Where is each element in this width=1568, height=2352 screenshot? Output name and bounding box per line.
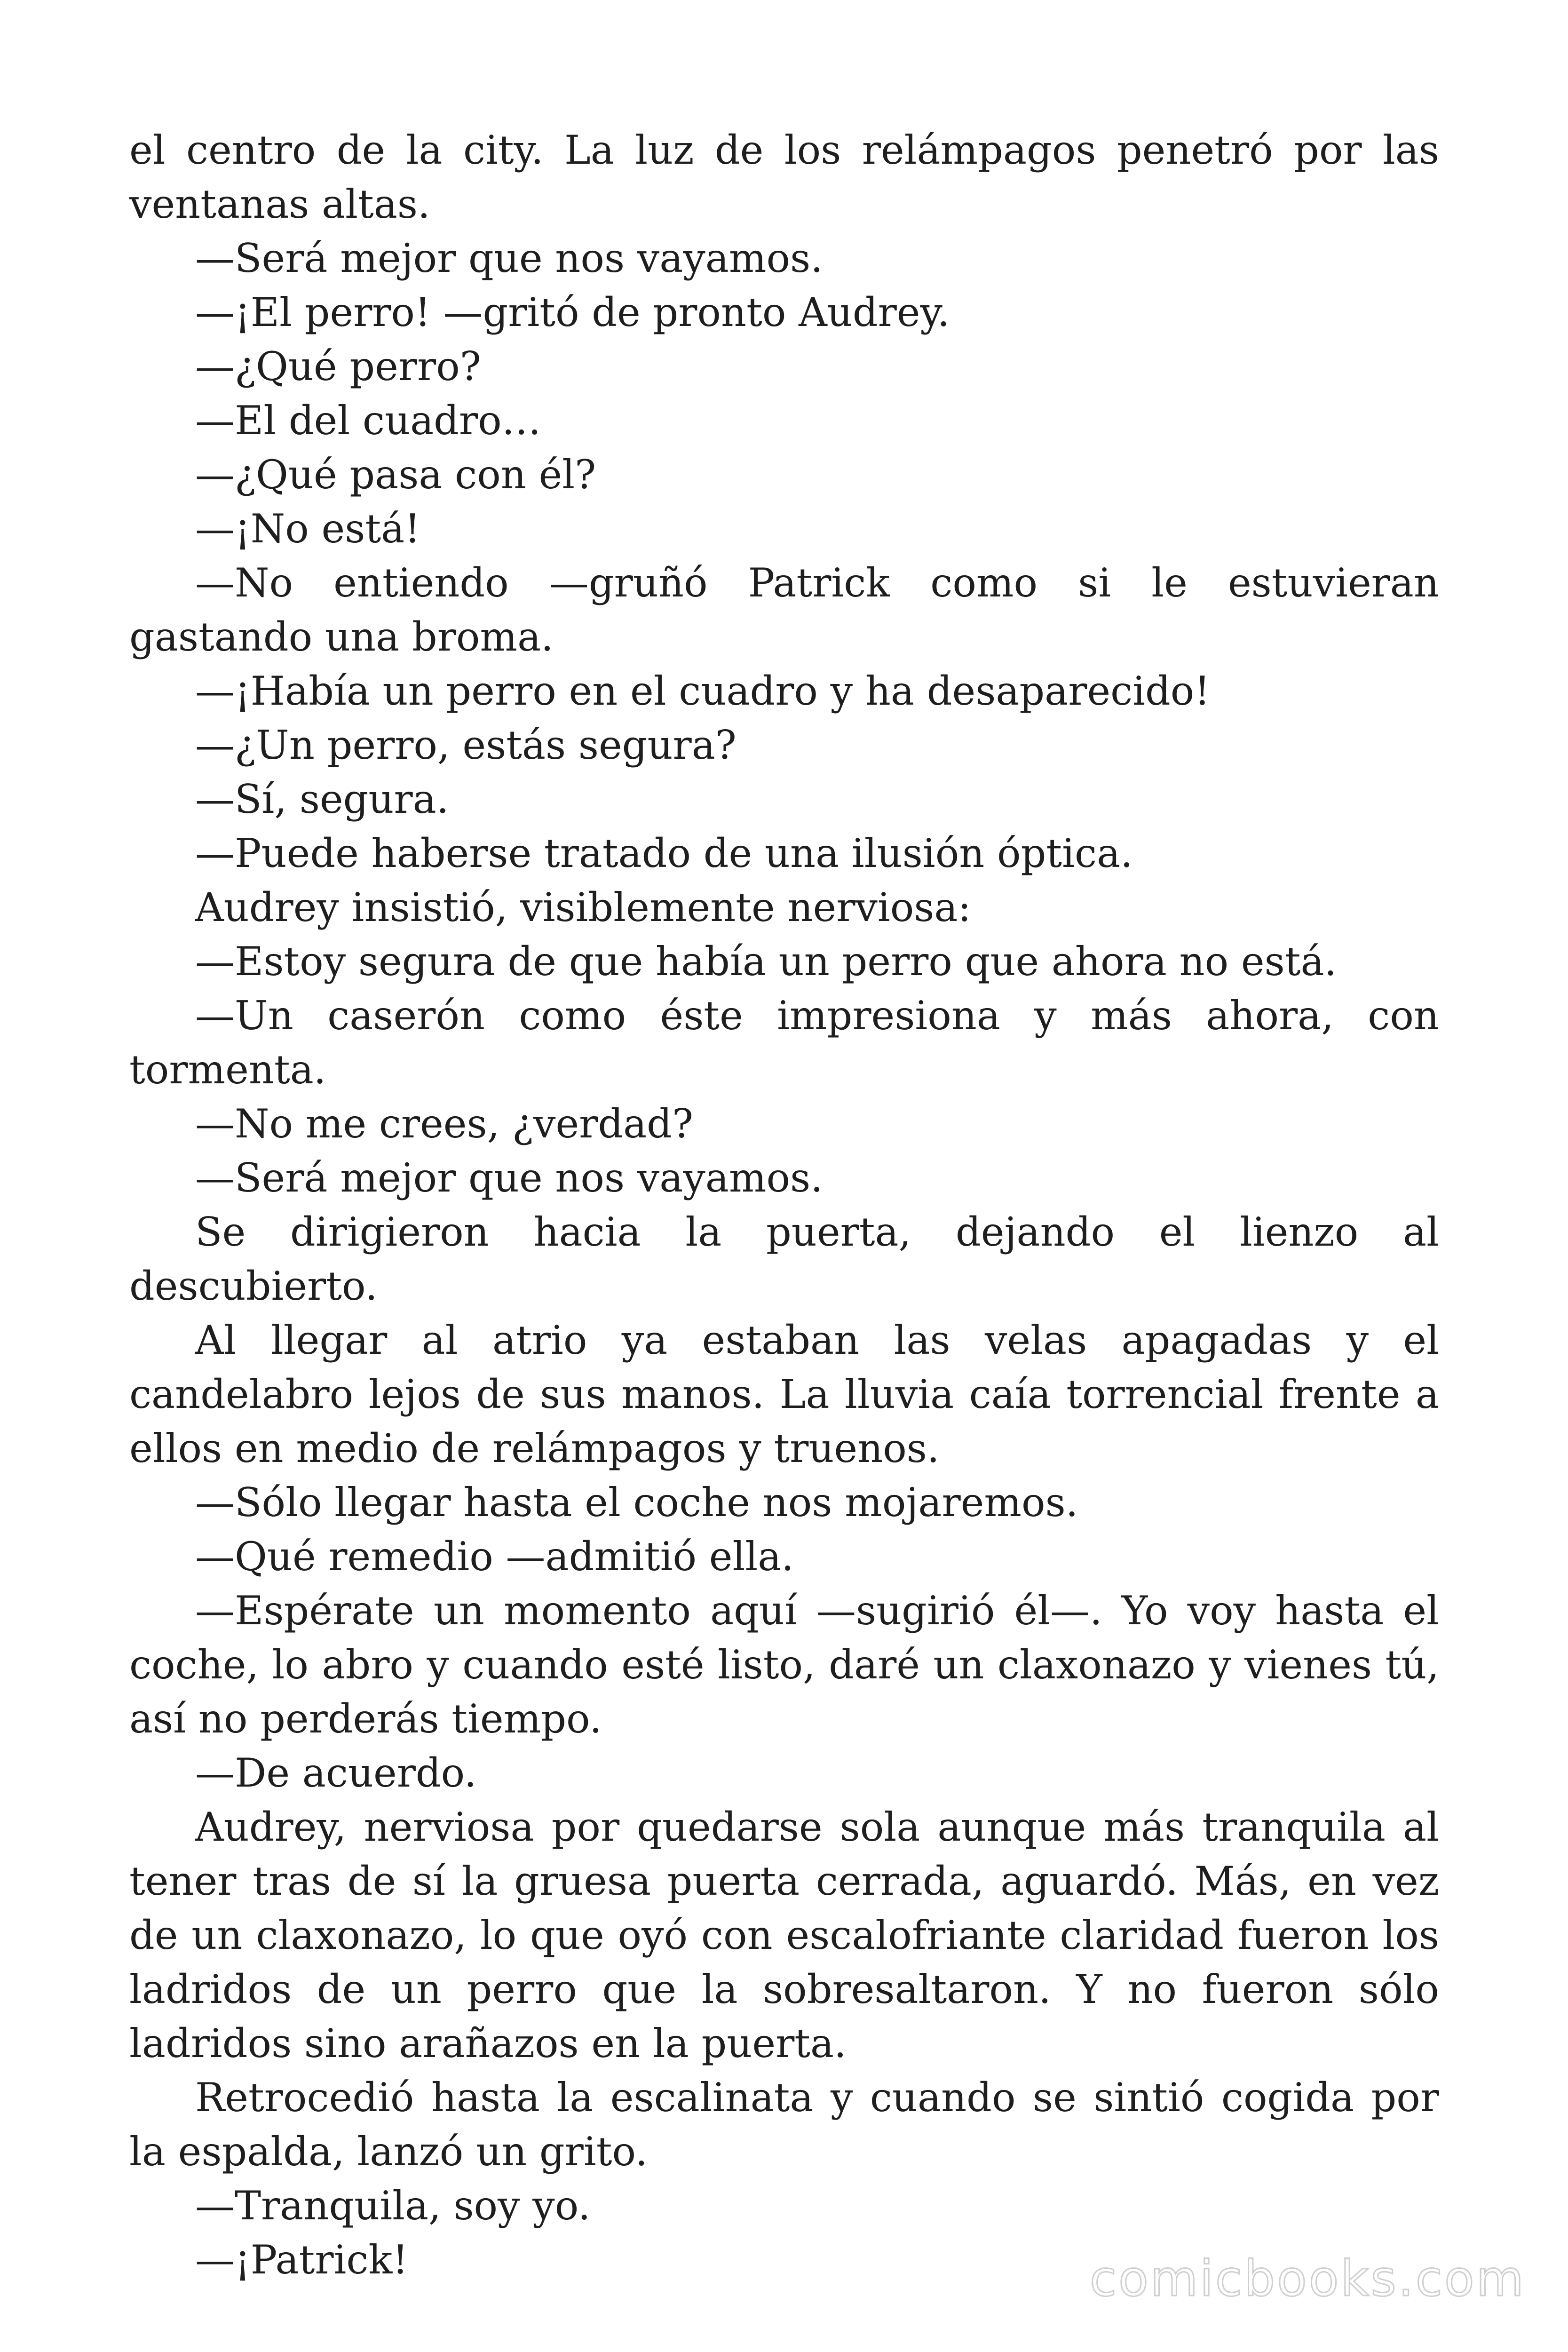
paragraph: —Estoy segura de que había un perro que ahora no está. [195,938,1337,985]
paragraph: —Será mejor que nos vayamos. [195,235,823,281]
paragraph: el centro de la city. La luz de los relámpagos penetró por las ventanas altas. [129,127,1439,227]
paragraph: —Sí, segura. [195,776,449,822]
paragraph: —Un caserón como éste impresiona y más ahora, con tormenta. [129,993,1439,1093]
watermark: comicbooks.com [1089,2250,1526,2307]
paragraph: —¿Qué perro? [195,343,481,389]
paragraph: —Será mejor que nos vayamos. [195,1155,823,1201]
paragraph: —¿Qué pasa con él? [195,452,596,498]
paragraph: —No me crees, ¿verdad? [195,1101,693,1147]
paragraph: Retrocedió hasta la escalinata y cuando se sintió cogida por la espalda, lanzó un grito. [129,2074,1439,2175]
paragraph: Al llegar al atrio ya estaban las velas apagadas y el candelabro lejos de sus manos. La lluvia caía torrencial frente a ellos en medio de relámpagos y truenos. [129,1317,1439,1471]
paragraph: —¡Patrick! [195,2237,409,2283]
paragraph: —Qué remedio —admitió ella. [195,1534,794,1580]
paragraph: —¡No está! [195,506,420,552]
paragraph: Audrey, nerviosa por quedarse sola aunque más tranquila al tener tras de sí la gruesa puerta cerrada, aguardó. Más, en vez de un claxonazo, lo que oyó con escalofriante claridad fueron los ladridos de un perro que la sobresaltaron. Y no fueron sólo ladridos sino arañazos en la puerta. [129,1804,1439,2066]
paragraph: —No entiendo —gruñó Patrick como si le estuvieran gastando una broma. [129,560,1439,660]
paragraph: —Tranquila, soy yo. [195,2183,591,2229]
paragraph: —¡El perro! —gritó de pronto Audrey. [195,289,950,335]
page-body [129,123,1439,2287]
paragraph: —¿Un perro, estás segura? [195,722,736,768]
paragraph: Audrey insistió, visiblemente nerviosa: [195,884,971,930]
paragraph: Se dirigieron hacia la puerta, dejando el lienzo al descubierto. [129,1209,1439,1309]
paragraph: —De acuerdo. [195,1750,477,1796]
paragraph: —¡Había un perro en el cuadro y ha desaparecido! [195,668,1211,714]
paragraph: —El del cuadro… [195,397,541,444]
paragraph: —Sólo llegar hasta el coche nos mojaremos. [195,1479,1078,1526]
paragraph: —Espérate un momento aquí —sugirió él—. Yo voy hasta el coche, lo abro y cuando esté listo, daré un claxonazo y vienes tú, así no perderás tiempo. [129,1588,1439,1742]
paragraph: —Puede haberse tratado de una ilusión óptica. [195,830,1133,876]
